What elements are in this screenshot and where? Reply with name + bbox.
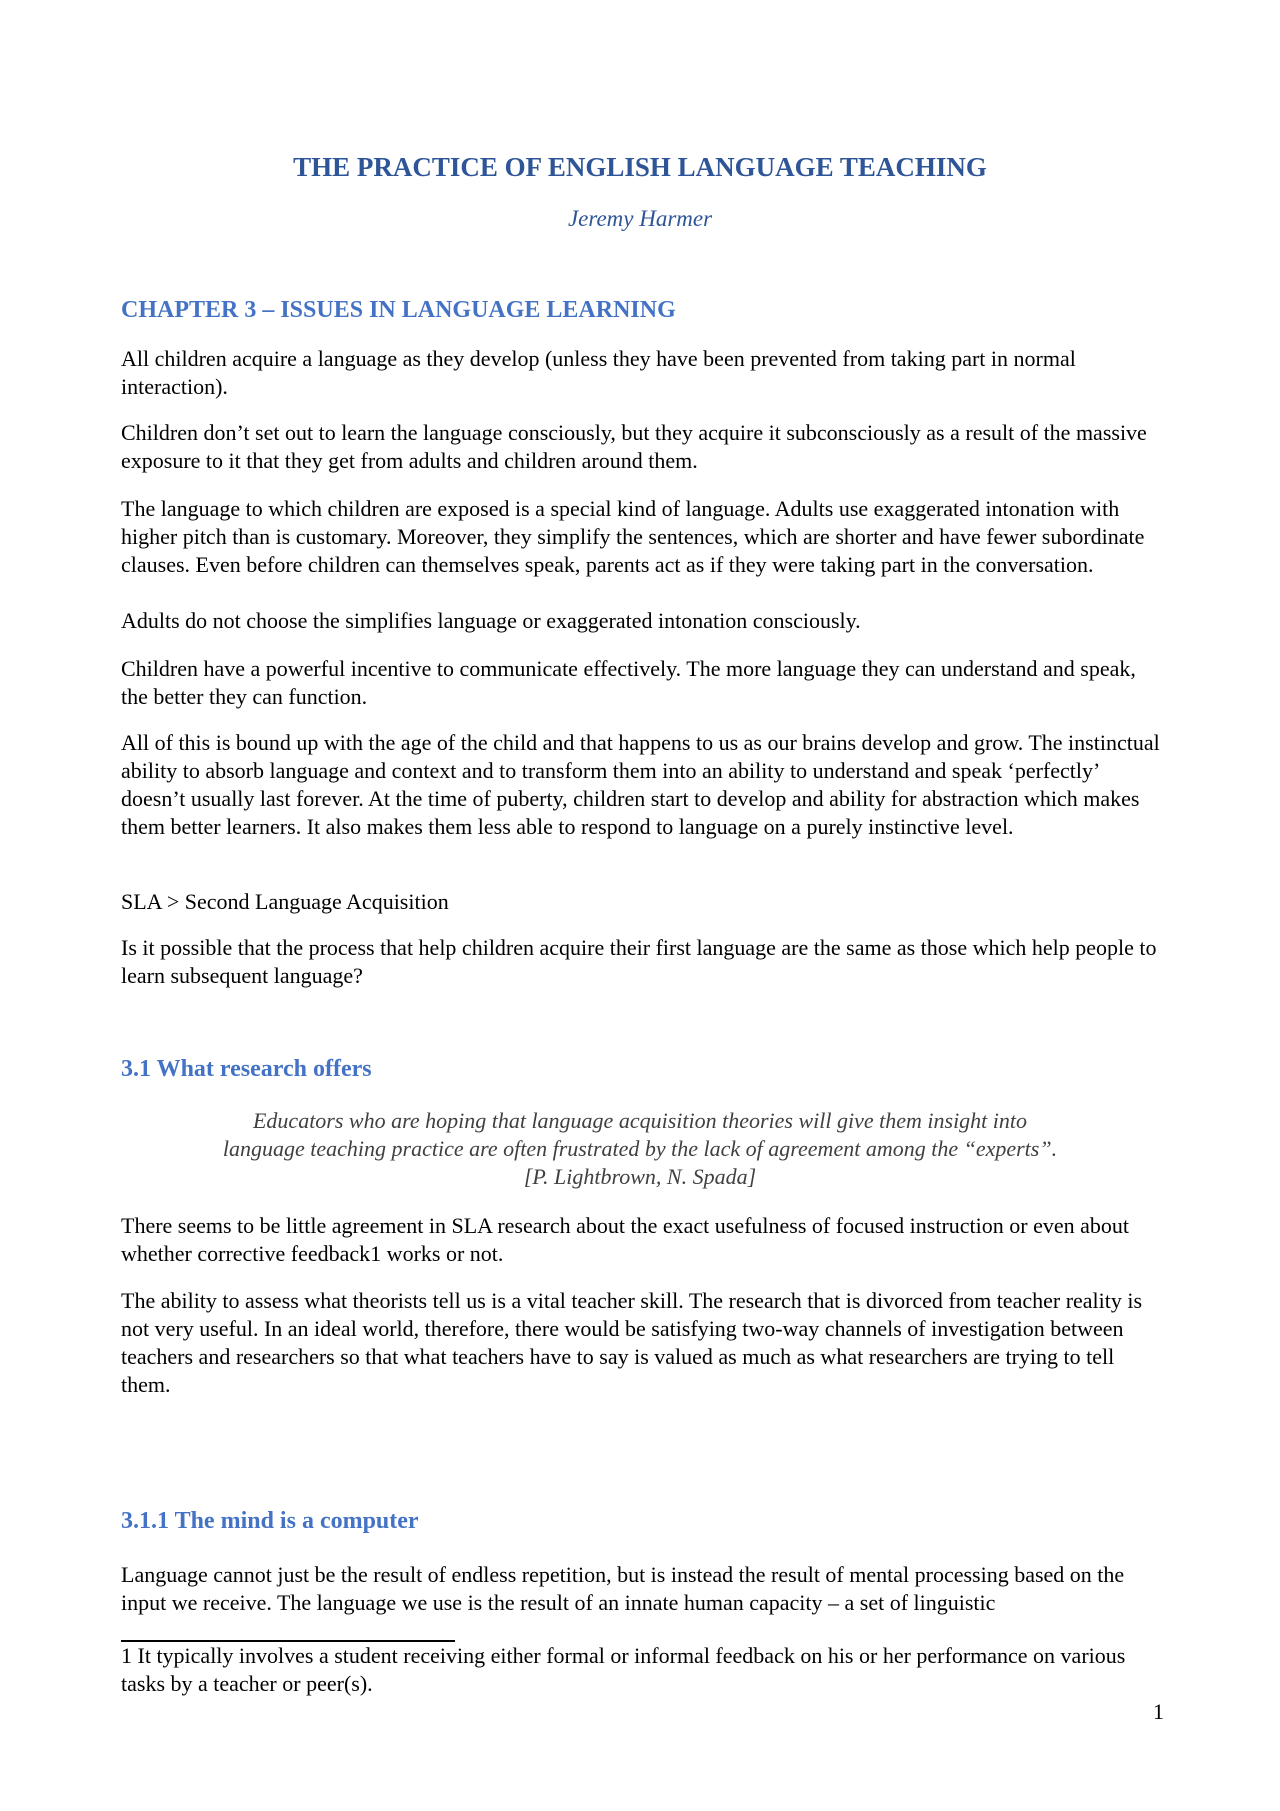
paragraph: The language to which children are exposed is a special kind of language. Adults use exaggerated intonation with higher pitch than is customary. Moreover, they simplify the sentences, which are shorter and have fewer subordinate clauses. Even before children can themselves speak, parents act as if they were taking part in the conversation. <box>121 496 1145 577</box>
paragraph: All of this is bound up with the age of the child and that happens to us as our brains develop and grow. The instinctual ability to absorb language and context and to transform them into an ability to understand and speak ‘perfectly’ doesn’t usually last forever. At the time of puberty, children start to develop and ability for abstraction which makes them better learners. It also makes them less able to respond to language on a purely instinctive level. <box>121 730 1160 839</box>
paragraph: Children have a powerful incentive to communicate effectively. The more language they can understand and speak, the better they can function. <box>121 656 1136 709</box>
paragraph: Children don’t set out to learn the language consciously, but they acquire it subconsciously as a result of the massive exposure to it that they get from adults and children around them. <box>121 420 1147 473</box>
page-number: 1 <box>1153 1699 1164 1724</box>
paragraph: There seems to be little agreement in SLA research about the exact usefulness of focused instruction or even about whether corrective feedback1 works or not. <box>121 1213 1129 1266</box>
block-quote: Educators who are hoping that language acquisition theories will give them insight into language teaching practice are often frustrated by the lack of agreement among the “experts”. [P. Lightbrown, N. Spada] <box>222 1108 1058 1189</box>
footnote: 1 It typically involves a student receiving either formal or informal feedback on his or her performance on various tasks by a teacher or peer(s). <box>121 1643 1126 1696</box>
paragraph: The ability to assess what theorists tell us is a vital teacher skill. The research that is divorced from teacher reality is not very useful. In an ideal world, therefore, there would be satisfying two-way channels of investigation between teachers and researchers so that what teachers have to say is valued as much as what researchers are trying to tell them. <box>121 1288 1143 1397</box>
document-title: THE PRACTICE OF ENGLISH LANGUAGE TEACHING <box>293 152 987 182</box>
paragraph: SLA > Second Language Acquisition <box>121 889 449 914</box>
section-heading-3-1-1: 3.1.1 The mind is a computer <box>121 1508 419 1534</box>
paragraph: Language cannot just be the result of endless repetition, but is instead the result of mental processing based on the input we receive. The language we use is the result of an innate human capacity – a set of linguistic <box>121 1562 1125 1615</box>
paragraph: Is it possible that the process that help children acquire their first language are the same as those which help people to learn subsequent language? <box>121 935 1157 988</box>
document-author: Jeremy Harmer <box>567 206 713 231</box>
chapter-heading: CHAPTER 3 – ISSUES IN LANGUAGE LEARNING <box>121 297 676 323</box>
section-heading-3-1: 3.1 What research offers <box>121 1056 372 1082</box>
paragraph: Adults do not choose the simplifies language or exaggerated intonation consciously. <box>121 608 861 633</box>
paragraph: All children acquire a language as they develop (unless they have been prevented from taking part in normal interaction). <box>121 346 1076 399</box>
